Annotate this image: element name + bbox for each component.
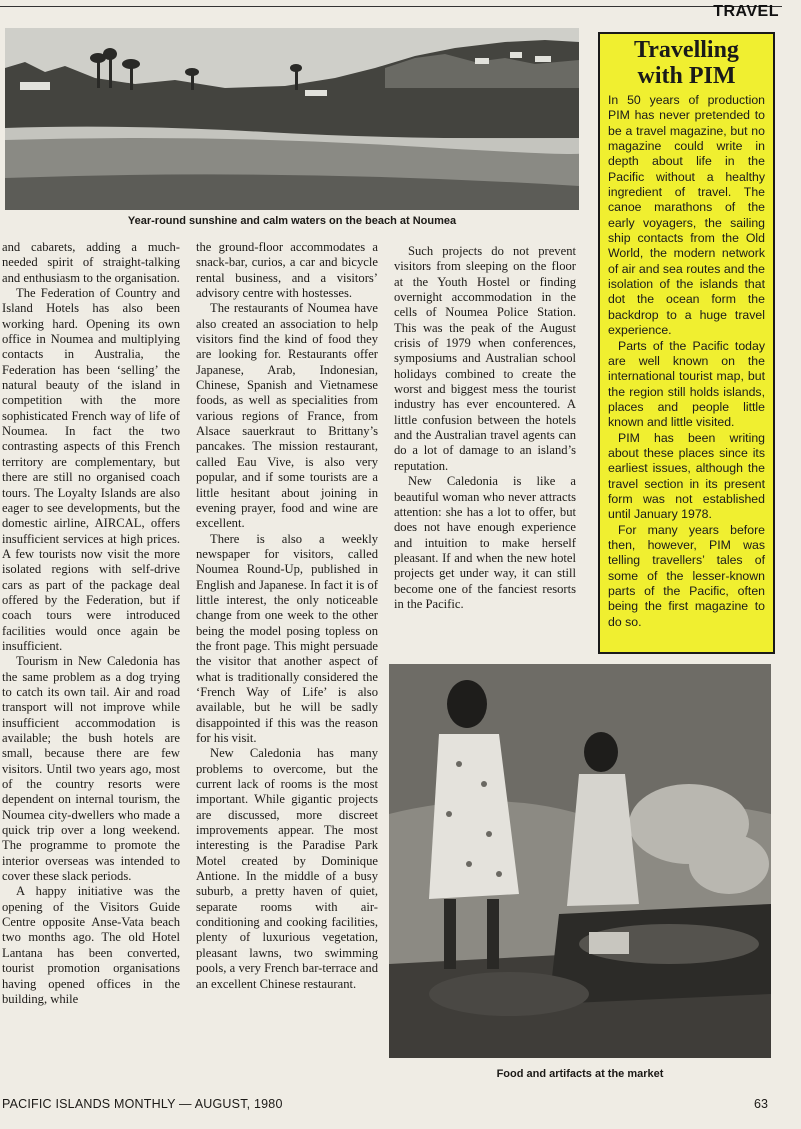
sidebar-title-line-2: with PIM — [637, 63, 736, 89]
travelling-with-pim-box — [598, 32, 775, 654]
sidebar-paragraph: For many years before then, however, PIM was telling travellers’ tales of some of the lesser-known parts of the Pacific, often being the first magazine to do so. — [608, 522, 765, 629]
section-label: TRAVEL — [713, 3, 779, 20]
article-column-2 — [196, 240, 378, 992]
sidebar-title-line-1: Travelling — [634, 37, 739, 63]
sidebar-paragraph: Parts of the Pacific today are well known on the international tourist map, but the region still holds islands, places and people little known and little visited. — [608, 338, 765, 430]
beach-photo — [5, 28, 579, 210]
article-paragraph: Tourism in New Caledonia has the same problem as a dog trying to catch its own tail. Air and road transport will not improve while insufficient accommodation is available; the bush hotels are small, because there are few visitors. Until two years ago, most of the country resorts were dependent on internal tourism, the Noumea city-dwellers who made a quick trip over a long weekend. The programme to promote the interior overseas was intended to cover these slack periods. — [2, 654, 180, 884]
sidebar-paragraph: PIM has been writing about these places since its earliest issues, although the travel section in its present form was not established until January 1978. — [608, 430, 765, 522]
article-paragraph: There is also a weekly newspaper for visitors, called Noumea Round-Up, published in English and Japanese. In fact it is of little interest, the only noticeable change from one week to the other being the model posing topless on the front page. This might persuade the visitor that another aspect of what is traditionally considered the ‘French Way of Life’ is also available, but he will be sadly disappointed if this was the reason for his visit. — [196, 531, 378, 745]
article-paragraph: New Caledonia is like a beautiful woman who never attracts attention: she has a lot to offer, but does not have enough experience and intuition to make herself pleasant. If and when the new hotel projects get under way, it can still become one of the fanciest resorts in the Pacific. — [394, 474, 576, 611]
article-paragraph: A happy initiative was the opening of the Visitors Guide Centre opposite Anse-Vata beach two months ago. The old Hotel Lantana has been converted, tourist promotion organisations having opened offices in the building, while — [2, 884, 180, 1006]
page-number: 63 — [754, 1097, 768, 1111]
article-paragraph: Such projects do not prevent visitors from sleeping on the floor at the Youth Hostel or finding overnight accommodation in the cells of Noumea Police Station. This was the peak of the August crisis of 1979 when conferences, symposiums and Australian school holidays combined to create the worst and biggest mess the tourist industry has ever encountered. A little confusion between the hotels and the Australian travel agents can do a lot of damage to an island’s reputation. — [394, 244, 576, 473]
top-photo-caption: Year-round sunshine and calm waters on the beach at Noumea — [127, 215, 457, 227]
article-paragraph: The Federation of Country and Island Hotels has also been working hard. Opening its own office in Noumea and multiplying contacts in Australia, the Federation has been ‘selling’ the natural beauty of the island in competition with the more sophisticated French way of life of Noumea. In fact the two contrasting aspects of this French territory are complementary, but there are still no organised coach tours. The Loyalty Islands are also eager to see developments, but the domestic airline, AIRCAL, offers insufficient services at high prices. A few tourists now visit the more isolated regions with self-drive cars as part of the package deal offered by the Federation, but if coach tours were introduced facilities would once again be insufficient. — [2, 286, 180, 653]
article-paragraph: and cabarets, adding a much-needed spirit of straight-talking and enthusiasm to the organisation. — [2, 240, 180, 285]
article-column-3 — [394, 244, 576, 612]
header-rule — [0, 6, 782, 7]
sidebar-title — [608, 37, 765, 89]
sidebar-paragraph: In 50 years of production PIM has never pretended to be a travel magazine, but no magazine could write in depth about life in the Pacific without a healthy ingredient of travel. The canoe marathons of the early voyagers, the sailing ship contacts from the Old World, the modern network of air and sea routes and the isolation of the islands that dot the ocean form the backdrop to a huge travel experience. — [608, 93, 765, 338]
article-column-1 — [2, 240, 180, 1007]
article-paragraph: New Caledonia has many problems to overcome, but the current lack of rooms is the most important. While gigantic projects are discussed, more discreet improvements appear. The most interesting is the Paradise Park Motel created by Dominique Antione. In the middle of a busy suburb, a pretty haven of quiet, separate rooms with air-conditioning and cooking facilities, plenty of luxurious vegetation, pleasant lawns, two swimming pools, a very French bar-terrace and an excellent Chinese restaurant. — [196, 746, 378, 991]
article-paragraph: the ground-floor accommodates a snack-bar, curios, a car and bicycle rental business, and a visitors’ advisory centre with hostesses. — [196, 240, 378, 301]
market-photo — [389, 664, 771, 1058]
publication-footer: PACIFIC ISLANDS MONTHLY — AUGUST, 1980 — [2, 1097, 283, 1111]
article-paragraph: The restaurants of Noumea have also created an association to help visitors find the kind of food they are looking for. Restaurants offer Japanese, Arab, Indonesian, Chinese, Spanish and Vietnamese foods, as well as specialities from various regions of France, from Alsace sauerkraut to Brittany’s pancakes. The mission restaurant, called Eau Vive, is also very popular, and if some tourists are a little hesitant about joining in evening prayer, food and wine are excellent. — [196, 301, 378, 531]
bottom-photo-caption: Food and artifacts at the market — [496, 1068, 664, 1080]
